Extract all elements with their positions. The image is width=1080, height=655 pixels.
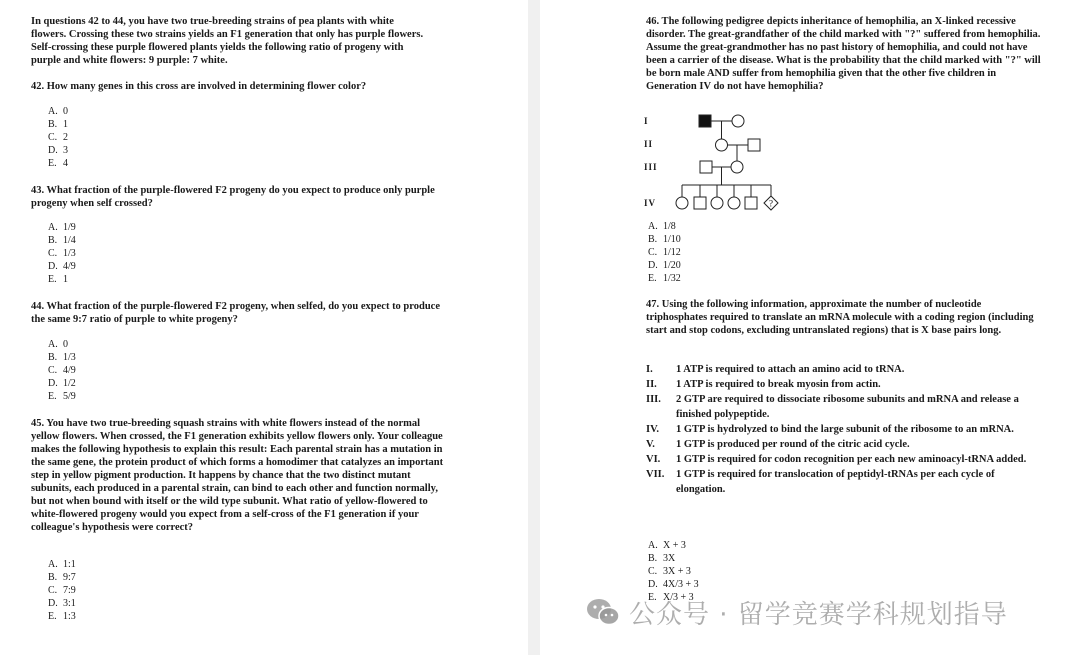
option-text: 0 [63, 339, 68, 350]
option [48, 222, 76, 235]
generation-label: IV [644, 198, 657, 208]
option [648, 234, 681, 247]
option-letter: E. [48, 610, 57, 622]
option [48, 132, 68, 145]
male-gen2 [748, 139, 760, 151]
question-stem: 46. The following pedigree depicts inheritance of hemophilia, an X-linked recessive disorder. The great-grandfather of the child marked with "?" suffered from hemophilia. Assume the great-grandmother has no past history of hemophilia, and could not have been a carrier of the disease. What is the probability that the child marked with "?" will be born male AND suffer from hemophilia given that the other five children in Generation IV do not have hemophilia? [646, 16, 1041, 92]
option-letter: D. [648, 578, 658, 590]
option-letter: B. [648, 552, 658, 564]
wechat-icon [585, 597, 621, 627]
option-text: X/3 + 3 [663, 591, 694, 603]
female-gen3 [731, 161, 743, 173]
option [48, 145, 68, 158]
option-letter: A. [48, 339, 58, 350]
item-numeral: I. [646, 364, 653, 375]
option [48, 559, 76, 572]
child-female [728, 197, 740, 209]
option-text: 1 [63, 273, 68, 285]
option [48, 274, 76, 287]
option [648, 221, 681, 234]
right-page [540, 0, 1080, 655]
option-text: 3:1 [63, 597, 76, 609]
option-text: 7:9 [63, 584, 76, 596]
question-45 [31, 417, 449, 534]
generation-label: II [644, 139, 654, 149]
option-text: 1/10 [663, 233, 681, 245]
option-letter: B. [648, 233, 658, 245]
intro-paragraph [31, 15, 431, 67]
item-text: 2 GTP are required to dissociate ribosome subunits and mRNA and release a finished polypeptide. [676, 394, 1019, 420]
option-letter: A. [48, 559, 58, 570]
item-text: 1 GTP is hydrolyzed to bind the large subunit of the ribosome to an mRNA. [676, 424, 1014, 435]
child-female [711, 197, 723, 209]
option-text: 4X/3 + 3 [663, 578, 699, 590]
item-numeral: VI. [646, 454, 661, 465]
option [48, 119, 68, 132]
question-42 [31, 80, 431, 93]
option [648, 553, 699, 566]
option [48, 352, 76, 365]
option-letter: A. [648, 221, 658, 232]
options-45 [48, 559, 76, 624]
female-gen2 [716, 139, 728, 151]
option-letter: D. [48, 260, 58, 272]
item-numeral: IV. [646, 424, 659, 435]
option-letter: A. [48, 222, 58, 233]
option-text: 1/3 [63, 351, 76, 363]
generation-label: I [644, 116, 649, 126]
option-text: 1/32 [663, 272, 681, 284]
female-gen1 [732, 115, 744, 127]
info-item [646, 362, 1046, 377]
option-letter: E. [48, 273, 57, 285]
generation-label: III [644, 162, 658, 172]
option-text: 2 [63, 131, 68, 143]
options-44 [48, 339, 76, 404]
option [648, 566, 699, 579]
option [48, 158, 68, 171]
option [48, 106, 68, 119]
option-text: 0 [63, 106, 68, 117]
option [48, 572, 76, 585]
watermark-text: 公众号 · 留学竞赛学科规划指导 [629, 599, 1008, 630]
item-text: 1 GTP is produced per round of the citric acid cycle. [676, 439, 910, 450]
option-letter: A. [648, 540, 658, 551]
option-text: 4 [63, 157, 68, 169]
option-text: 1/20 [663, 259, 681, 271]
question-stem: 47. Using the following information, approximate the number of nucleotide triphosphates required to translate an mRNA molecule with a coding region (including start and stop codons, excluding untranslated regions) that is X base pairs long. [646, 299, 1034, 336]
info-item [646, 392, 1046, 422]
option-letter: E. [648, 591, 657, 603]
option [48, 235, 76, 248]
option [48, 248, 76, 261]
option-text: 1/3 [63, 247, 76, 259]
option-letter: B. [48, 234, 58, 246]
child-male [745, 197, 757, 209]
option-text: 1/4 [63, 234, 76, 246]
option-text: 1:1 [63, 559, 76, 570]
option-text: 3 [63, 144, 68, 156]
option-letter: D. [648, 259, 658, 271]
option-text: 1 [63, 118, 68, 130]
question-46 [646, 15, 1046, 93]
option [648, 540, 699, 553]
option-text: 1/12 [663, 246, 681, 258]
watermark [585, 591, 1055, 630]
intro-text: In questions 42 to 44, you have two true-breeding strains of pea plants with white flowers. Crossing these two strains yields an F1 generation that only has purple flowers. Self-crossing these purple flowered plants yields the following ratio of progeny with purple and white flowers: 9 purple: 7 white. [31, 16, 424, 66]
option-letter: C. [48, 247, 58, 259]
info-item [646, 437, 1046, 452]
option-text: 4/9 [63, 260, 76, 272]
affected-male-gen1 [699, 115, 711, 127]
option [48, 261, 76, 274]
item-numeral: VII. [646, 469, 665, 480]
option-letter: C. [48, 131, 58, 143]
option [648, 579, 699, 592]
option [48, 598, 76, 611]
child-male [694, 197, 706, 209]
item-numeral: V. [646, 439, 655, 450]
option-letter: D. [48, 144, 58, 156]
options-46 [648, 221, 681, 286]
option-letter: C. [648, 246, 658, 258]
option [48, 391, 76, 404]
option-text: 3X + 3 [663, 565, 691, 577]
info-item [646, 377, 1046, 392]
option-letter: E. [48, 157, 57, 169]
question-stem: 43. What fraction of the purple-flowered F2 progeny do you expect to produce only purple progeny when self crossed? [31, 185, 435, 209]
item-text: 1 GTP is required for codon recognition per each new aminoacyl-tRNA added. [676, 454, 1027, 465]
option [48, 611, 76, 624]
option-letter: C. [648, 565, 658, 577]
question-44 [31, 300, 441, 326]
option [648, 273, 681, 286]
option-letter: B. [48, 571, 58, 583]
option [48, 585, 76, 598]
option-text: 1/2 [63, 377, 76, 389]
option-text: X + 3 [663, 540, 686, 551]
option [648, 247, 681, 260]
option-letter: D. [48, 377, 58, 389]
option-letter: A. [48, 106, 58, 117]
item-text: 1 GTP is required for translocation of peptidyl-tRNAs per each cycle of elongation. [676, 469, 995, 495]
option-text: 1/8 [663, 221, 676, 232]
option-text: 1/9 [63, 222, 76, 233]
item-numeral: II. [646, 379, 657, 390]
options-42 [48, 106, 68, 171]
option [648, 260, 681, 273]
option-letter: E. [48, 390, 57, 402]
option-text: 3X [663, 552, 676, 564]
info-item [646, 422, 1046, 437]
option-text: 4/9 [63, 364, 76, 376]
option-text: 1:3 [63, 610, 76, 622]
option [48, 339, 76, 352]
info-item [646, 452, 1046, 467]
male-gen3 [700, 161, 712, 173]
info-list [646, 362, 1046, 497]
child-female [676, 197, 688, 209]
question-stem: 45. You have two true-breeding squash strains with white flowers instead of the normal yellow flowers. When crossed, the F1 generation exhibits yellow flowers only. Your colleague makes the following hypothesis to explain this result: Each parental strain has a mutation in the same gene, the protein product of which forms a homodimer that catalyzes an important step in yellow pigment production. It happens by chance that the two distinct mutant subunits, each produced in a parental strain, can bind to each other and function normally, but not when bound with itself or the wild type subunit. What ratio of yellow-flowered to white-flowered progeny would you expect from a self-cross of the F1 generation if your colleague's hypothesis were correct? [31, 418, 444, 533]
question-stem: 44. What fraction of the purple-flowered F2 progeny, when selfed, do you expect to produce the same 9:7 ratio of purple to white progeny? [31, 301, 440, 325]
unknown-mark: ? [769, 198, 773, 209]
pedigree-chart [670, 108, 790, 218]
item-text: 1 ATP is required to attach an amino acid to tRNA. [676, 364, 905, 375]
item-numeral: III. [646, 394, 661, 405]
question-stem: 42. How many genes in this cross are involved in determining flower color? [31, 81, 367, 92]
option-letter: B. [48, 118, 58, 130]
info-item [646, 467, 1046, 497]
option-letter: E. [648, 272, 657, 284]
option-letter: C. [48, 584, 58, 596]
option-letter: B. [48, 351, 58, 363]
option-text: 9:7 [63, 571, 76, 583]
options-43 [48, 222, 76, 287]
option [48, 365, 76, 378]
option-letter: C. [48, 364, 58, 376]
question-47 [646, 298, 1041, 337]
option-text: 5/9 [63, 390, 76, 402]
left-page [0, 0, 528, 655]
option [48, 378, 76, 391]
option-letter: D. [48, 597, 58, 609]
question-43 [31, 184, 441, 210]
item-text: 1 ATP is required to break myosin from actin. [676, 379, 881, 390]
